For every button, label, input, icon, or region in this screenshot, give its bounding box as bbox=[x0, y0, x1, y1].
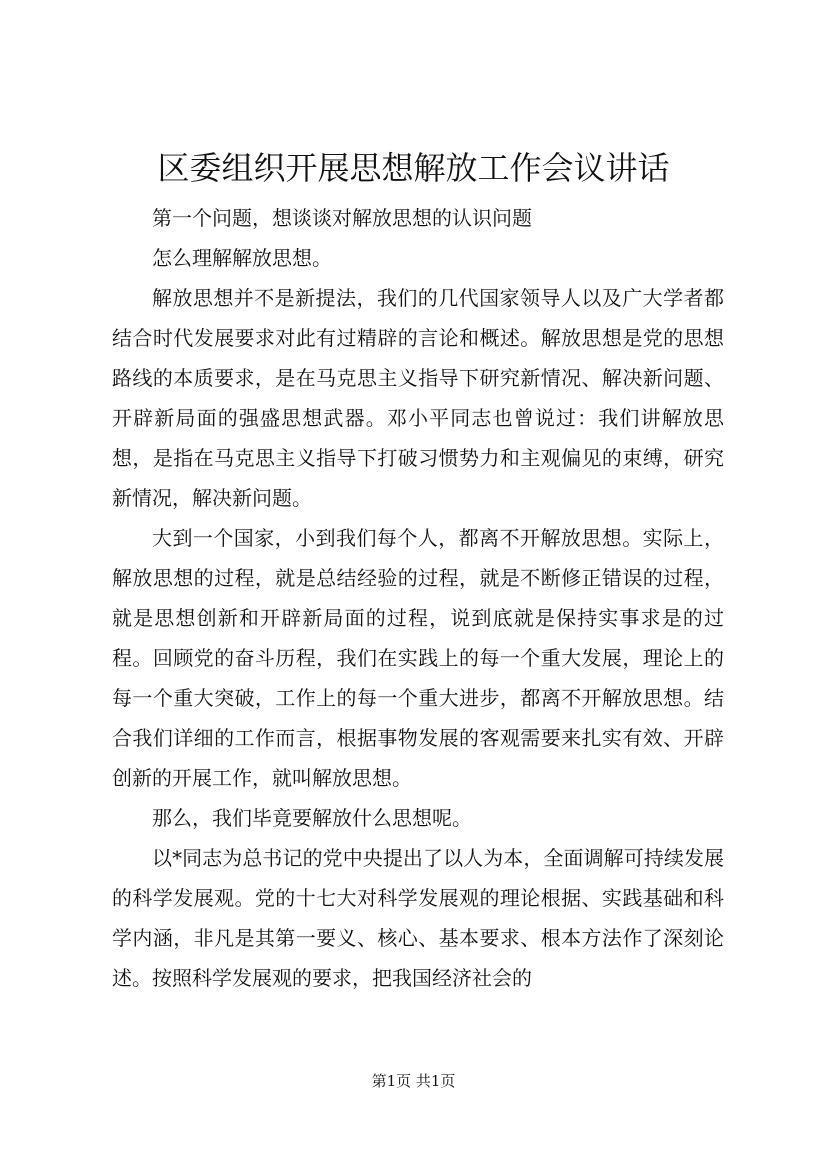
paragraph-1: 第一个问题，想谈谈对解放思想的认识问题 bbox=[152, 206, 532, 230]
paragraph-5: 那么，我们毕竟要解放什么思想呢。 bbox=[152, 806, 472, 830]
paragraph-3: 解放思想并不是新提法，我们的几代国家领导人以及广大学者都结合时代发展要求对此有过精辟的言论和概述。解放思想是党的思想路线的本质要求，是在马克思主义指导下研究新情况、解决新问题、开辟新局面的强盛思想武器。邓小平同志也曾说过：我们讲解放思想，是指在马克思主义指导下打破习惯势力和主观偏见的束缚，研究新情况，解决新问题。 bbox=[112, 286, 724, 510]
document-title: 区委组织开展思想解放工作会议讲话 bbox=[157, 149, 670, 187]
paragraph-2: 怎么理解解放思想。 bbox=[152, 246, 332, 270]
paragraph-4: 大到一个国家，小到我们每个人，都离不开解放思想。实际上，解放思想的过程，就是总结经验的过程，就是不断修正错误的过程，就是思想创新和开辟新局面的过程，说到底就是保持实事求是的过程。回顾党的奋斗历程，我们在实践上的每一个重大发展，理论上的每一个重大突破，工作上的每一个重大进步，都离不开解放思想。结合我们详细的工作而言，根据事物发展的客观需要来扎实有效、开辟创新的开展工作，就叫解放思想。 bbox=[112, 526, 724, 790]
document-body bbox=[112, 198, 724, 998]
paragraph-6: 以*同志为总书记的党中央提出了以人为本，全面调解可持续发展的科学发展观。党的十七大对科学发展观的理论根据、实践基础和科学内涵，非凡是其第一要义、核心、基本要求、根本方法作了深刻论述。按照科学发展观的要求，把我国经济社会的 bbox=[112, 846, 724, 990]
page-footer: 第1页 共1页 bbox=[371, 1072, 456, 1090]
